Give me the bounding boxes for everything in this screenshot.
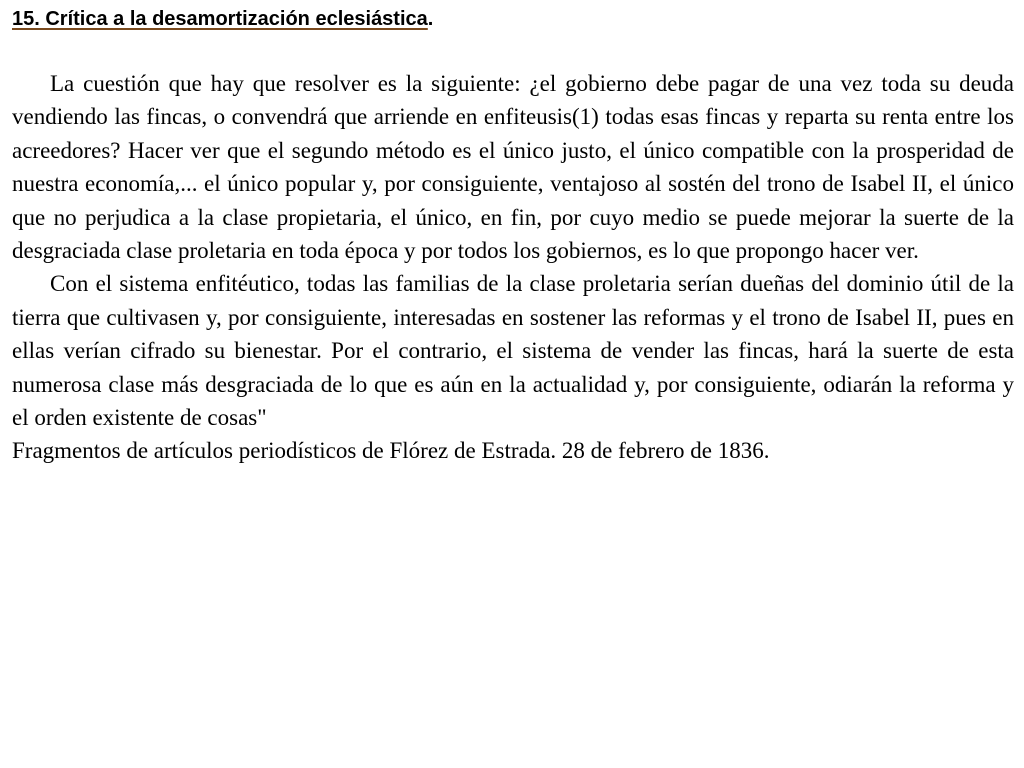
slide-title [12, 6, 433, 32]
paragraph-2: Con el sistema enfitéutico, todas las familias de la clase proletaria serían dueñas del dominio útil de la tierra que cultivasen y, por consiguiente, interesadas en sostener las reformas y el trono de Isabel II, pues en ellas verían cifrado su bienestar. Por el contrario, el sistema de vender las fincas, hará la suerte de esta numerosa clase más desgraciada de lo que es aún en la actualidad y, por consiguiente, odiarán la reforma y el orden existente de cosas" [12, 271, 1014, 431]
paragraph-1: La cuestión que hay que resolver es la siguiente: ¿el gobierno debe pagar de una vez toda su deuda vendiendo las fincas, o convendrá que arriende en enfiteusis(1) todas esas fincas y reparta su renta entre los acreedores? Hacer ver que el segundo método es el único justo, el único compatible con la prosperidad de nuestra economía,... el único popular y, por consiguiente, ventajoso al sostén del trono de Isabel II, el único que no perjudica a la clase propietaria, el único, en fin, por cuyo medio se puede mejorar la suerte de la desgraciada clase proletaria en toda época y por todos los gobiernos, es lo que propongo hacer ver. [12, 71, 1014, 264]
slide-title-period: . [427, 8, 434, 30]
slide-title-text: 15. Crítica a la desamortización eclesiástica [12, 8, 428, 30]
text-body [12, 67, 1014, 468]
source-citation: Fragmentos de artículos periodísticos de Flórez de Estrada. 28 de febrero de 1836. [12, 438, 770, 464]
